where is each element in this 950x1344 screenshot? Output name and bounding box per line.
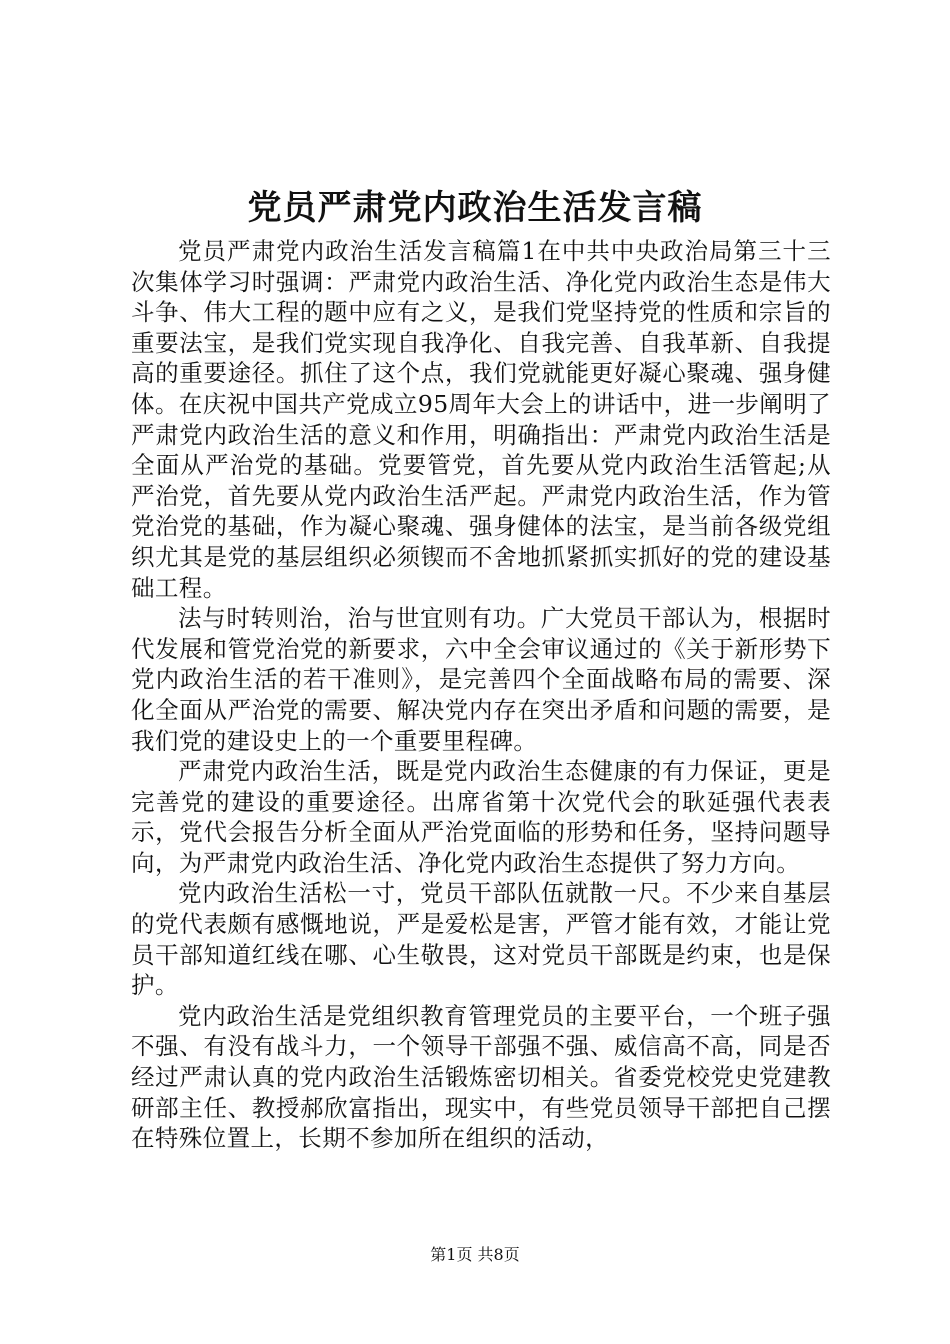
page-footer (0, 1244, 950, 1266)
paragraph: 党内政治生活是党组织教育管理党员的主要平台，一个班子强不强、有没有战斗力，一个领导干部强不强、威信高不高，同是否经过严肃认真的党内政治生活锻炼密切相关。省委党校党史党建教研部主任、教授郝欣富指出，现实中，有些党员领导干部把自己摆在特殊位置上，长期不参加所在组织的活动， (131, 1001, 831, 1153)
document-title: 党员严肃党内政治生活发言稿 (247, 188, 703, 228)
paragraph: 法与时转则治，治与世宜则有功。广大党员干部认为，根据时代发展和管党治党的新要求，六中全会审议通过的《关于新形势下党内政治生活的若干准则》，是完善四个全面战略布局的需要、深化全面从严治党的需要、解决党内存在突出矛盾和问题的需要，是我们党的建设史上的一个重要里程碑。 (131, 604, 831, 755)
paragraph: 严肃党内政治生活，既是党内政治生态健康的有力保证，更是完善党的建设的重要途径。出席省第十次党代会的耿延强代表表示，党代会报告分析全面从严治党面临的形势和任务，坚持问题导向，为严肃党内政治生活、净化党内政治生态提供了努力方向。 (131, 757, 831, 877)
paragraph: 党员严肃党内政治生活发言稿篇1在中共中央政治局第三十三次集体学习时强调：严肃党内政治生活、净化党内政治生态是伟大斗争、伟大工程的题中应有之义，是我们党坚持党的性质和宗旨的重要法宝，是我们党实现自我净化、自我完善、自我革新、自我提高的重要途径。抓住了这个点，我们党就能更好凝心聚魂、强身健体。在庆祝中国共产党成立95周年大会上的讲话中，进一步阐明了严肃党内政治生活的意义和作用，明确指出：严肃党内政治生活是全面从严治党的基础。党要管党，首先要从党内政治生活管起;从严治党，首先要从党内政治生活严起。严肃党内政治生活，作为管党治党的基础，作为凝心聚魂、强身健体的法宝，是当前各级党组织尤其是党的基层组织必须锲而不舍地抓紧抓实抓好的党的建设基础工程。 (131, 237, 831, 602)
paragraph: 党内政治生活松一寸，党员干部队伍就散一尺。不少来自基层的党代表颇有感慨地说，严是爱松是害，严管才能有效，才能让党员干部知道红线在哪、心生敬畏，这对党员干部既是约束，也是保护。 (131, 879, 831, 1000)
page-indicator: 第1页 共8页 (430, 1245, 520, 1264)
document-body (131, 236, 831, 1154)
